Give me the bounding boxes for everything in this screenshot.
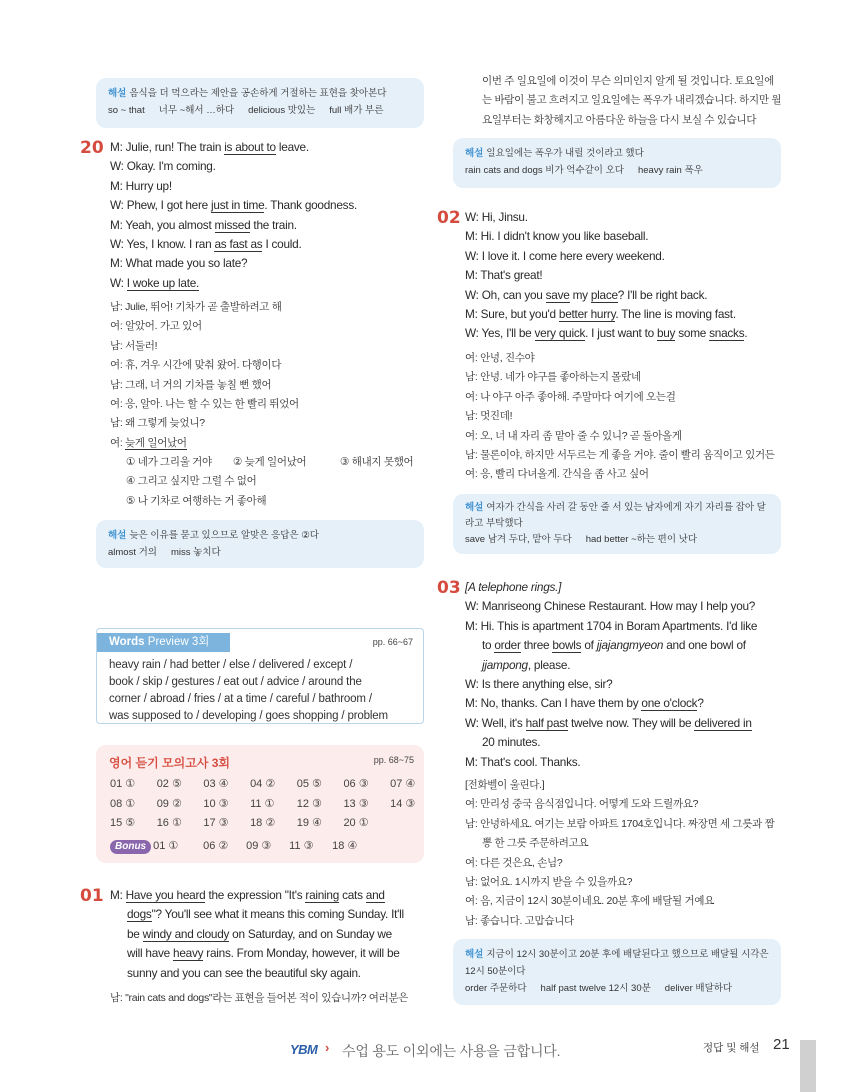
answer-cell: 15 ⑤ — [110, 817, 136, 829]
text-segment: M: Hurry up! — [110, 178, 172, 193]
explanation-label: 해설 — [465, 949, 484, 960]
chevron-right-icon: › — [325, 1040, 330, 1055]
explanation-line-2: 12시 50분이다 — [465, 966, 526, 977]
dialog-q03 — [465, 578, 785, 772]
dialog-q01 — [110, 886, 430, 983]
text-segment: 남: 서둘러! — [110, 339, 158, 352]
korean-q03 — [465, 776, 785, 931]
explanation-box-q20 — [96, 520, 424, 568]
vocab-item: almost 거의 — [108, 547, 157, 558]
answer-cell: 14 ③ — [390, 797, 416, 810]
answer-cell: 17 ③ — [203, 817, 229, 829]
text-line — [465, 368, 785, 387]
choice-row — [110, 472, 430, 491]
text-segment: 남: 왜 그렇게 늦었니? — [110, 417, 205, 430]
text-segment: be — [127, 926, 143, 941]
answer-cell: 10 ③ — [203, 797, 229, 810]
text-line — [110, 925, 430, 944]
answer-cell: 08 ① — [110, 797, 136, 810]
text-segment: 20 minutes. — [482, 735, 541, 750]
answer-blank: save — [545, 287, 570, 302]
words-line: corner / abroad / fries / at a time / careful / bathroom / — [109, 693, 372, 705]
text-line — [465, 733, 785, 752]
text-segment: rains. From Monday, however, it will be — [203, 946, 400, 961]
answer-row — [110, 814, 437, 834]
words-preview-box — [96, 628, 424, 724]
text-segment: to — [482, 638, 495, 653]
text-segment: W: Manriseong Chinese Restaurant. How may I help you? — [465, 599, 756, 614]
text-line — [465, 912, 785, 931]
vocab-item: so ~ that — [108, 105, 145, 116]
text-line — [465, 266, 785, 285]
text-segment: W: — [110, 275, 127, 290]
text-line — [110, 157, 430, 176]
text-line — [110, 298, 430, 317]
text-segment: twelve now. They will be — [567, 715, 695, 730]
choice-row — [110, 492, 430, 511]
explanation-box-top — [96, 78, 424, 128]
text-line — [465, 873, 785, 892]
text-line: 요일부터는 화창해지고 아름다운 하늘을 다시 보실 수 있습니다 — [482, 113, 757, 126]
text-line — [110, 177, 430, 196]
answer-blank: delivered in — [694, 715, 752, 730]
answer-cell: 03 ④ — [203, 778, 229, 790]
text-segment: 여: 나 야구 아주 좋아해. 주말마다 여기에 오는걸 — [465, 390, 676, 403]
text-segment: W: I love it. I come here every weekend. — [465, 248, 665, 263]
text-segment: 여: 휴, 겨우 시간에 맞춰 왔어. 다행이다 — [110, 359, 282, 372]
text-segment: jjampong — [482, 657, 528, 672]
explanation-label: 해설 — [108, 88, 127, 99]
text-segment: 남: 없어요. 1시까지 받을 수 있을까요? — [465, 876, 633, 889]
text-line — [465, 714, 785, 733]
text-line — [465, 305, 785, 324]
text-segment: M: What made you so late? — [110, 256, 248, 271]
answer-cell: 11 ① — [250, 797, 275, 810]
words-line: was supposed to / developing / goes shopping / problem — [109, 710, 388, 722]
text-line — [465, 578, 785, 597]
text-segment: 여: 오, 너 내 자리 좀 맡아 줄 수 있니? 곧 돌아올게 — [465, 429, 682, 442]
text-segment: 여: 음, 지금이 12시 30분이네요. 20분 후에 배달될 거예요 — [465, 895, 715, 908]
text-line — [110, 274, 430, 293]
answer-blank: missed — [214, 217, 251, 232]
text-segment: sunny and you can see the beautiful sky again. — [127, 965, 361, 980]
text-line — [465, 208, 785, 227]
text-segment: M: Hi. I didn't know you like baseball. — [465, 229, 649, 244]
text-segment: W: Oh, can you — [465, 287, 546, 302]
text-line — [465, 854, 785, 873]
text-line — [465, 892, 785, 911]
answer-blank: half past — [525, 715, 568, 730]
text-line — [465, 597, 785, 616]
text-segment: three — [520, 638, 553, 653]
answer-cell: 02 ⑤ — [156, 778, 182, 790]
text-segment: . The line is moving fast. — [615, 307, 736, 322]
explanation-vocab — [465, 162, 769, 179]
text-segment: 여: 안녕, 진수야 — [465, 352, 535, 364]
text-line — [465, 324, 785, 343]
text-line — [110, 216, 430, 235]
text-segment: W: Yes, I'll be — [465, 326, 535, 341]
answer-cell: 13 ③ — [343, 797, 369, 810]
mock-test-answers — [110, 775, 437, 856]
text-segment: leave. — [275, 140, 309, 154]
bonus-answer-cell: 01 ① — [153, 839, 179, 852]
answer-row — [110, 775, 437, 795]
text-segment: W: Okay. I'm coming. — [110, 159, 216, 174]
page-number: 21 — [773, 1036, 790, 1053]
answer-blank: heavy — [173, 946, 204, 961]
text-segment: W: Yes, I know. I ran — [110, 237, 215, 252]
text-segment: on Saturday, and on Sunday we — [229, 926, 392, 941]
text-segment: W: Well, it's — [465, 715, 526, 730]
answer-cell: 20 ① — [343, 817, 369, 829]
text-segment: 남: 안녕. 네가 야구를 좋아하는지 몰랐네 — [465, 371, 641, 384]
text-line — [465, 286, 785, 305]
text-segment: M: Sure, but you'd — [465, 307, 559, 322]
choice-item: ⑤ 나 기차로 여행하는 거 좋아해 — [126, 494, 267, 507]
words-preview-title: Words Preview 3회 — [97, 633, 230, 652]
text-line — [110, 196, 430, 215]
answer-blank: just in time — [211, 198, 265, 213]
text-line — [110, 317, 430, 336]
text-segment: M: Yeah, you almost — [110, 217, 215, 232]
text-segment: will have — [127, 946, 174, 961]
mock-test-pages: pp. 68~75 — [373, 755, 414, 765]
text-line — [465, 795, 785, 814]
text-line — [465, 753, 785, 772]
text-segment: 남: 그래, 너 거의 기차를 놓칠 뻔 했어 — [110, 378, 272, 391]
bonus-answer-cell: 06 ② — [203, 839, 229, 852]
answer-blank: better hurry — [558, 307, 616, 322]
text-segment: M: No, thanks. Can I have them by — [465, 696, 642, 711]
words-line: book / skip / gestures / eat out / advice / around the — [109, 676, 362, 688]
text-segment: M: Julie, run! The train — [110, 140, 225, 154]
text-line — [465, 247, 785, 266]
text-line — [465, 656, 785, 675]
answer-blank: very quick — [534, 326, 586, 341]
mock-test-answer-box — [96, 745, 424, 863]
answer-cell: 07 ④ — [390, 778, 416, 790]
text-segment: M: — [110, 888, 126, 902]
answer-blank: windy and cloudy — [142, 926, 230, 941]
answer-blank: buy — [656, 326, 676, 341]
text-line — [465, 446, 785, 465]
korean-q01-start: 남: "rain cats and dogs"라는 표현을 들어본 적이 있습니까? 여러분은 — [110, 992, 409, 1004]
answer-blank: bowls — [552, 638, 582, 653]
choices-q20 — [110, 453, 430, 511]
text-segment: . Thank goodness. — [264, 198, 358, 213]
bonus-answer-cell: 18 ④ — [332, 839, 358, 852]
text-segment: M: That's cool. Thanks. — [465, 754, 581, 769]
text-segment: ? — [697, 696, 704, 711]
text-line — [110, 964, 430, 983]
text-segment: 남: 멋진데! — [465, 410, 513, 423]
text-line — [465, 227, 785, 246]
bonus-answer-cell: 11 ③ — [289, 839, 314, 852]
text-segment: . I just want to — [585, 326, 657, 341]
explanation-vocab — [465, 532, 769, 548]
vocab-item: deliver 배달하다 — [664, 983, 733, 994]
answer-blank: raining — [305, 888, 340, 902]
question-number-20: 20 — [80, 138, 104, 158]
text-segment: W: Phew, I got here — [110, 198, 212, 213]
explanation-line: 해설 늦은 이유를 묻고 있으므로 알맞은 응답은 ②다 — [108, 530, 319, 541]
text-line — [465, 427, 785, 446]
section-title: 정답 및 해설 — [703, 1042, 760, 1054]
text-segment: 남: Julie, 뛰어! 기차가 곧 출발하려고 해 — [110, 301, 282, 313]
text-line — [110, 886, 430, 905]
text-line — [465, 675, 785, 694]
explanation-box-q03 — [453, 939, 781, 1005]
korean-q20 — [110, 298, 430, 453]
text-line — [465, 388, 785, 407]
publisher-logo: YBM — [290, 1042, 318, 1057]
answer-blank: one o'clock — [641, 696, 698, 711]
answer-row — [110, 795, 437, 815]
text-segment: . — [744, 326, 748, 341]
text-segment: 여: 만리성 중국 음식점입니다. 어떻게 도와 드릴까요? — [465, 798, 699, 811]
answer-cell: 19 ④ — [296, 817, 322, 829]
text-segment: of — [581, 638, 597, 653]
answer-cell: 01 ① — [110, 778, 136, 790]
answer-blank: place — [590, 287, 618, 302]
text-segment: cats — [339, 888, 366, 902]
explanation-vocab — [108, 544, 412, 561]
answer-blank: is about to — [224, 140, 276, 154]
choice-item: ② 늦게 일어났어 — [233, 456, 307, 468]
vocab-item: miss 놓치다 — [170, 547, 221, 558]
mock-test-title: 영어 듣기 모의고사 3회 — [109, 756, 231, 770]
text-segment: M: Hi. This is apartment 1704 in Boram Apartments. I'd like — [465, 618, 758, 633]
text-line — [110, 235, 430, 254]
explanation-label: 해설 — [465, 148, 484, 159]
text-line — [110, 138, 430, 157]
bonus-badge: Bonus — [110, 840, 151, 854]
text-line — [465, 815, 785, 834]
answer-blank: I woke up late. — [126, 275, 200, 290]
text-segment: [A telephone rings.] — [465, 580, 562, 594]
answer-blank: 늦게 일어났어 — [125, 436, 187, 449]
text-line — [110, 395, 430, 414]
text-segment: 여: 응, 빨리 다녀올게. 간식을 좀 사고 싶어 — [465, 468, 649, 481]
explanation-vocab — [108, 102, 412, 119]
text-segment: jjajangmyeon — [596, 638, 664, 653]
explanation-label: 해설 — [465, 502, 484, 513]
text-line: 이번 주 일요일에 이것이 무슨 의미인지 알게 될 것입니다. 토요일에 — [482, 75, 774, 87]
answer-blank: order — [494, 638, 521, 653]
explanation-line: 해설 여자가 간식을 사러 갈 동안 줄 서 있는 남자에게 자기 자리를 잡아 달라고 부탁했다 — [465, 502, 766, 529]
bonus-row — [110, 837, 437, 857]
text-segment: 여: 다른 것은요, 손님? — [465, 856, 563, 869]
text-line: 는 바람이 불고 흐려지고 일요일에는 폭우가 내리겠습니다. 하지만 월 — [482, 94, 782, 107]
answer-blank: dogs — [127, 907, 152, 922]
words-preview-pages: pp. 66~67 — [372, 637, 413, 647]
text-segment: 뽕 한 그릇 주문하려고요 — [482, 837, 589, 850]
korean-q01-cont — [482, 72, 782, 130]
explanation-line: 해설 일요일에는 폭우가 내릴 것이라고 했다 — [465, 148, 644, 159]
text-segment: I could. — [262, 237, 302, 252]
vocab-item: half past twelve 12시 30분 — [540, 983, 651, 994]
question-number-02: 02 — [437, 208, 461, 228]
text-line — [110, 254, 430, 273]
answer-cell: 16 ① — [156, 817, 182, 829]
explanation-vocab — [465, 980, 769, 997]
words-preview-list — [109, 657, 415, 725]
text-line — [110, 337, 430, 356]
explanation-line: 해설 음식을 더 먹으라는 제안을 공손하게 거절하는 표현을 찾아본다 — [108, 88, 387, 99]
text-segment: my — [569, 287, 591, 302]
answer-blank: Have you heard — [125, 888, 206, 902]
explanation-label: 해설 — [108, 530, 127, 541]
text-line — [110, 905, 430, 924]
answer-cell: 12 ③ — [296, 797, 322, 810]
text-line — [110, 356, 430, 375]
text-segment: and one bowl of — [663, 638, 746, 653]
question-number-03: 03 — [437, 578, 461, 598]
vocab-item: 너무 ~해서 …하다 — [158, 105, 235, 116]
text-line — [110, 944, 430, 963]
text-line — [110, 434, 430, 453]
text-segment: M: That's great! — [465, 268, 543, 283]
vocab-item: order 주문하다 — [465, 983, 527, 994]
answer-blank: and — [365, 888, 385, 902]
text-segment: some — [675, 326, 710, 341]
text-segment: , please. — [527, 657, 571, 672]
answer-cell: 04 ② — [250, 778, 276, 790]
text-line — [465, 636, 785, 655]
dialog-q02 — [465, 208, 785, 344]
answer-cell: 18 ② — [250, 817, 276, 829]
bonus-answer-cell: 09 ③ — [246, 839, 272, 852]
text-line — [465, 617, 785, 636]
text-segment: 남: 안녕하세요. 여기는 보람 아파트 1704호입니다. 짜장면 세 그릇과 짬 — [465, 817, 775, 830]
text-segment: the train. — [250, 217, 297, 232]
choice-row — [110, 453, 430, 472]
vocab-item: had better ~하는 편이 낫다 — [585, 534, 697, 545]
text-line — [465, 834, 785, 853]
choice-item: ④ 그리고 싶지만 그럴 수 없어 — [126, 475, 257, 488]
text-segment: 여: 응, 알아. 나는 할 수 있는 한 빨리 뛰었어 — [110, 398, 299, 411]
dialog-q20 — [110, 138, 430, 293]
vocab-item: full 배가 부른 — [329, 105, 384, 116]
usage-notice: 수업 용도 이외에는 사용을 금합니다. — [342, 1043, 561, 1059]
answer-blank: snacks — [709, 326, 745, 341]
choice-item: ① 네가 그리울 거야 — [126, 456, 212, 468]
text-segment: W: Hi, Jinsu. — [465, 210, 528, 224]
text-line — [110, 376, 430, 395]
text-line — [465, 349, 785, 368]
text-segment: "? You'll see what it means this coming Sunday. It'll — [151, 907, 404, 922]
words-line: heavy rain / had better / else / delivered / except / — [109, 659, 353, 671]
text-segment: 여: — [110, 436, 126, 449]
text-segment: 남: 좋습니다. 고맙습니다 — [465, 914, 574, 927]
vocab-item: heavy rain 폭우 — [637, 165, 703, 176]
text-segment: W: Is there anything else, sir? — [465, 677, 613, 692]
text-line — [465, 694, 785, 713]
page-edge-tab — [800, 1040, 816, 1092]
answer-cell: 09 ② — [156, 797, 182, 810]
text-line — [465, 465, 785, 484]
text-line — [465, 776, 785, 795]
answer-blank: as fast as — [214, 237, 263, 252]
answer-cell: 05 ⑤ — [296, 778, 322, 790]
choice-item: ③ 해내지 못했어 — [340, 456, 414, 468]
text-segment: the expression "It's — [205, 888, 306, 902]
answer-cell: 06 ③ — [343, 778, 369, 790]
vocab-item: delicious 맛있는 — [248, 105, 316, 116]
explanation-box-q02 — [453, 494, 781, 554]
explanation-line: 해설 지금이 12시 30분이고 20분 후에 배달된다고 했으므로 배달될 시각은 — [465, 949, 769, 960]
question-number-01: 01 — [80, 886, 104, 906]
korean-q02 — [465, 349, 785, 485]
text-line — [465, 407, 785, 426]
vocab-item: save 남겨 두다, 맡아 두다 — [465, 534, 572, 545]
text-line — [110, 414, 430, 433]
text-segment: 남: 물론이야, 하지만 서두르는 게 좋을 거야. 줄이 빨리 움직이고 있거든 — [465, 449, 775, 462]
text-segment: 여: 알았어. 가고 있어 — [110, 320, 202, 333]
vocab-item: rain cats and dogs 비가 억수같이 오다 — [465, 165, 624, 176]
text-segment: ? I'll be right back. — [617, 287, 708, 302]
explanation-box-q01 — [453, 138, 781, 188]
text-segment: [전화벨이 울린다.] — [465, 779, 545, 791]
